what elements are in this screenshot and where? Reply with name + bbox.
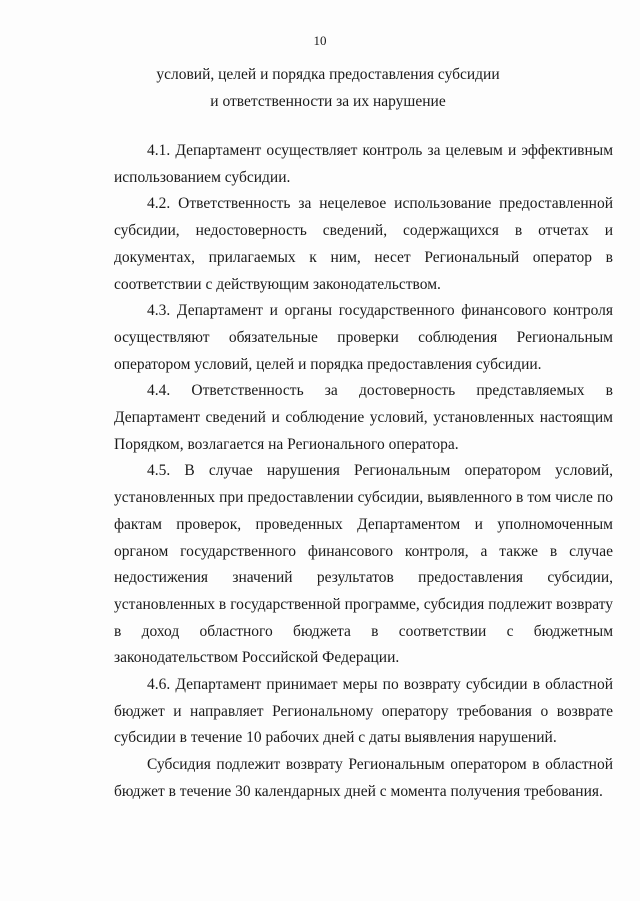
document-body: [114, 138, 613, 806]
paragraph-refund-deadline: Субсидия подлежит возврату Региональным оператором в областной бюджет в течение 30 календарных дней с момента получения требования.: [114, 756, 613, 800]
section-heading-line-2: и ответственности за их нарушение: [210, 93, 446, 110]
paragraph-4-5: 4.5. В случае нарушения Региональным оператором условий, установленных при предоставлении субсидии, выявленного в том числе по фактам проверок, проведенных Департаментом и уполномоченным органом государственного финансового контроля, а также в случае недостижения значений результатов предоставления субсидии, установленных в государственной программе, субсидия подлежит возврату в доход областного бюджета в соответствии с бюджетным законодательством Российской Федерации.: [114, 462, 613, 667]
paragraph-4-2: 4.2. Ответственность за нецелевое использование предоставленной субсидии, недостоверность сведений, содержащихся в отчетах и документах, прилагаемых к ним, несет Региональный оператор в соответствии с действующим законодательством.: [114, 195, 613, 293]
paragraph-4-6: 4.6. Департамент принимает меры по возврату субсидии в областной бюджет и направляет Региональному оператору требования о возврате субсидии в течение 10 рабочих дней с даты выявления нарушений.: [114, 676, 613, 747]
paragraph-4-3: 4.3. Департамент и органы государственного финансового контроля осуществляют обязательные проверки соблюдения Региональным оператором условий, целей и порядка предоставления субсидии.: [114, 302, 613, 373]
paragraph-4-4: 4.4. Ответственность за достоверность представляемых в Департамент сведений и соблюдение условий, установленных настоящим Порядком, возлагается на Регионального оператора.: [114, 382, 613, 453]
section-heading-line-1: условий, целей и порядка предоставления субсидии: [156, 66, 500, 83]
page-number: 10: [313, 33, 327, 48]
paragraph-4-1: 4.1. Департамент осуществляет контроль за целевым и эффективным использованием субсидии.: [114, 142, 613, 186]
